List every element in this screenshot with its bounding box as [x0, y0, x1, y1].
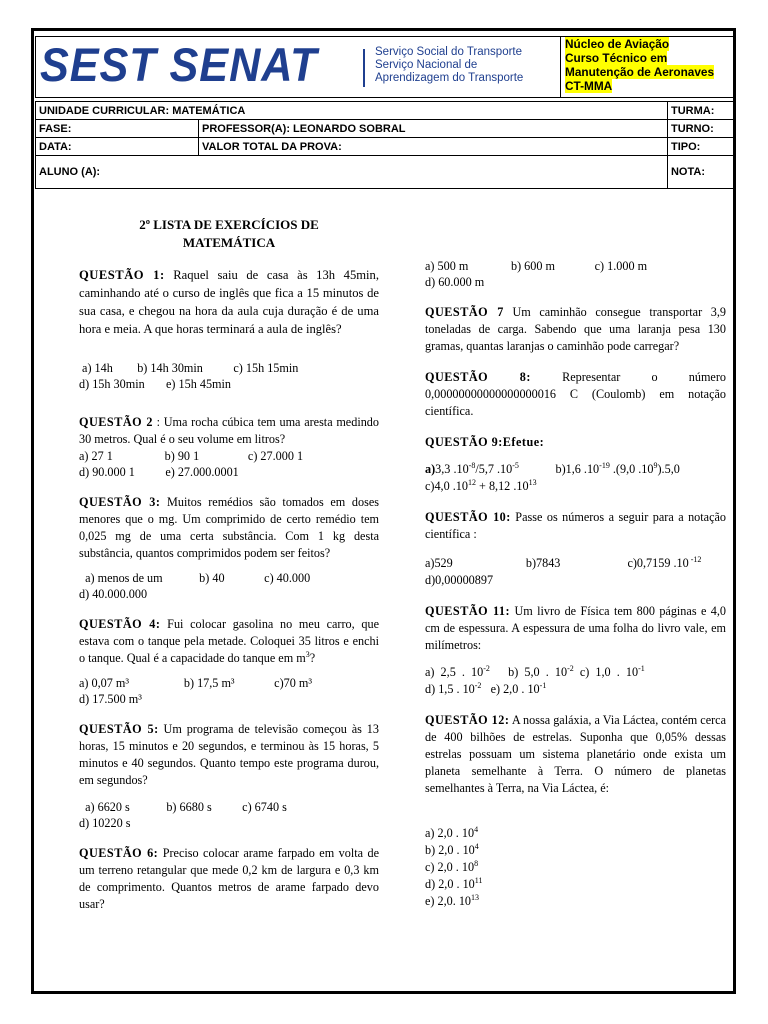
question-9-items — [425, 461, 726, 495]
data-field: DATA: — [36, 138, 199, 156]
professor-field: PROFESSOR(A): LEONARDO SOBRAL — [199, 120, 668, 138]
left-column — [79, 216, 379, 913]
logo-subtitle-line: Aprendizagem do Transporte — [375, 72, 524, 84]
superscript: 9 — [653, 460, 658, 470]
question-4 — [79, 616, 379, 667]
course-info — [560, 36, 735, 98]
superscript: 11 — [474, 875, 483, 885]
question-label: QUESTÃO 7 — [425, 305, 504, 319]
superscript: 12 — [467, 477, 476, 487]
answer-options: a) 14h b) 14h 30min c) 15h 15min d) 15h 30min e) 15h 45min — [79, 361, 299, 391]
question-text: Raquel saiu de casa às 13h 45min, caminhando até o curso de inglês que fica a 15 minutos de sua casa, e chegou na hora da aula cuja duração é de uma hora e meia. A que horas terminará a aula de inglês? — [79, 268, 379, 336]
fase-field: FASE: — [36, 120, 199, 138]
sest-senat-logo — [40, 38, 555, 93]
superscript: -12 — [688, 554, 702, 564]
question-text: Muitos remédios são tomados em doses menores que o mg. Um comprimido de certo remédio tem 0,025 mg de uma certa substância. Com 1 kg desta substância, quantos comprimidos podem ser feitos? — [79, 495, 379, 560]
question-text: Um caminhão consegue transportar 3,9 toneladas de carga. Sabendo que uma laranja pesa 130 gramas, quantas laranjas o caminhão pode carregar? — [425, 305, 726, 353]
aluno-field: ALUNO (A): — [36, 156, 668, 189]
question-text: Representar o número 0,00000000000000000016 C (Coulomb) em notação científica. — [425, 370, 726, 418]
question-5 — [79, 721, 379, 789]
question-label: QUESTÃO 3: — [79, 495, 161, 509]
expression: c)4,0 .10 — [425, 479, 468, 493]
title-line: MATEMÁTICA — [182, 235, 276, 250]
unidade-curricular-field: UNIDADE CURRICULAR: MATEMÁTICA — [36, 102, 668, 120]
question-12-options — [425, 825, 726, 910]
superscript: -1 — [638, 663, 645, 673]
option: b) 5,0 . 10 — [489, 665, 568, 679]
question-11-options — [425, 664, 726, 698]
question-label: QUESTÃO 11: — [425, 604, 511, 618]
expression: ).5,0 — [657, 462, 680, 476]
superscript: -5 — [512, 460, 519, 470]
question-label: QUESTÃO 1: — [79, 268, 165, 282]
superscript: -2 — [474, 680, 482, 690]
question-label: QUESTÃO 10: — [425, 510, 511, 524]
option: c) 2,0 . 10 — [425, 860, 475, 874]
course-line: CT-MMA — [565, 79, 613, 93]
page-title — [79, 216, 379, 252]
question-8 — [425, 369, 726, 420]
nota-field: NOTA: — [667, 156, 733, 189]
question-12 — [425, 712, 726, 797]
question-11 — [425, 603, 726, 654]
option: a) 2,5 . 10 — [425, 665, 484, 679]
item: c)0,7159 .10 — [627, 556, 689, 570]
expression: 3,3 .10 — [435, 462, 469, 476]
expression: /5,7 .10 — [475, 462, 513, 476]
logo-subtitle-line: Serviço Nacional de — [375, 59, 478, 71]
course-line: Curso Técnico em — [565, 51, 668, 65]
question-10-items — [425, 555, 726, 589]
item: b)7843 — [525, 556, 561, 570]
answer-options: a) 500 m b) 600 m c) 1.000 m d) 60.000 m — [425, 259, 648, 289]
right-column — [425, 216, 726, 910]
expression: b)1,6 .10 — [555, 462, 600, 476]
turno-field: TURNO: — [667, 120, 733, 138]
superscript: -8 — [468, 460, 476, 470]
valor-total-field: VALOR TOTAL DA PROVA: — [199, 138, 668, 156]
answer-options: a) 6620 s b) 6680 s c) 6740 s d) 10220 s — [79, 800, 287, 830]
superscript: 13 — [528, 477, 537, 487]
question-3 — [79, 494, 379, 562]
question-6 — [79, 845, 379, 913]
tipo-field: TIPO: — [667, 138, 733, 156]
student-info-table — [35, 101, 734, 189]
answer-options: a) 0,07 m³ b) 17,5 m³ c)70 m³ d) 17.500 m³ — [79, 676, 313, 706]
question-text: A nossa galáxia, a Via Láctea, contém cerca de 400 bilhões de estrelas. Suponha que 0,05% dessas estrelas possuam um sistema planetário onde exista um planeta semelhante à Terra. O número de planetas semelhantes à Terra, na Via Láctea, é: — [425, 713, 726, 795]
option: c) 1,0 . 10 — [573, 665, 639, 679]
logo-wordmark: SEST SENAT — [40, 38, 318, 91]
question-label: QUESTÃO 12: — [425, 713, 510, 727]
logo-subtitle — [375, 46, 523, 85]
logo-subtitle-line: Serviço Social do Transporte — [375, 46, 523, 58]
option: e) 2,0 . 10 — [481, 682, 540, 696]
question-2 — [79, 414, 379, 448]
question-label: QUESTÃO 9:Efetue: — [425, 435, 545, 449]
question-label: QUESTÃO 8: — [425, 370, 531, 384]
superscript: -1 — [539, 680, 547, 690]
superscript: 8 — [474, 858, 479, 868]
question-1 — [79, 266, 379, 338]
document-header — [35, 36, 734, 98]
item: d)0,00000897 — [425, 573, 494, 587]
option: e) 2,0. 10 — [425, 894, 472, 908]
superscript: -2 — [483, 663, 490, 673]
question-text: Um livro de Física tem 800 páginas e 4,0 cm de espessura. A espessura de uma folha do livro vale, em milímetros: — [425, 604, 726, 652]
option: d) 1,5 . 10 — [425, 682, 475, 696]
question-label: QUESTÃO 2 — [79, 415, 153, 429]
logo-divider — [363, 49, 365, 87]
answer-options: a) menos de um b) 40 c) 40.000 d) 40.000.000 — [79, 571, 311, 601]
question-label: QUESTÃO 4: — [79, 617, 161, 631]
expression: + 8,12 .10 — [475, 479, 529, 493]
question-text: Um programa de televisão começou às 13 horas, 15 minutos e 20 segundos, e terminou às 15 horas, 5 minutos e 40 segundos. Quanto tempo este programa durou, em segundos? — [79, 722, 379, 787]
superscript: 3 — [305, 649, 310, 659]
title-line: 2º LISTA DE EXERCÍCIOS DE — [139, 217, 319, 232]
expression: .(9,0 .10 — [609, 462, 654, 476]
question-7 — [425, 304, 726, 355]
question-9 — [425, 434, 726, 451]
option: a) 2,0 . 10 — [425, 826, 475, 840]
item: a)529 — [425, 556, 453, 570]
question-text: ? — [309, 651, 316, 665]
question-label: QUESTÃO 6: — [79, 846, 159, 860]
question-text: Passe os números a seguir para a notação científica : — [425, 510, 726, 541]
question-10 — [425, 509, 726, 543]
superscript: 4 — [474, 824, 479, 834]
superscript: 4 — [474, 841, 479, 851]
question-text: Fui colocar gasolina no meu carro, que estava com o tanque pela metade. Coloquei 35 litros e enchi o tanque. Qual é a capacidade do tanque em m — [79, 617, 379, 665]
superscript: -2 — [567, 663, 574, 673]
turma-field: TURMA: — [667, 102, 733, 120]
course-line: Manutenção de Aeronaves — [565, 65, 715, 79]
course-line: Núcleo de Aviação — [565, 37, 670, 51]
question-text: : Uma rocha cúbica tem uma aresta medindo 30 metros. Qual é o seu volume em litros? — [79, 415, 379, 446]
option: d) 2,0 . 10 — [425, 877, 475, 891]
item-label: a) — [425, 462, 436, 476]
superscript: 13 — [471, 892, 480, 902]
superscript: -19 — [599, 460, 610, 470]
question-label: QUESTÃO 5: — [79, 722, 159, 736]
option: b) 2,0 . 10 — [425, 843, 475, 857]
answer-options: a) 27 1 b) 90 1 c) 27.000 1 d) 90.000 1 e) 27.000.0001 — [79, 449, 304, 479]
question-text: Preciso colocar arame farpado em volta de um terreno retangular que mede 0,2 km de largura e 0,3 km de comprimento. Quantos metros de arame farpado devo usar? — [79, 846, 379, 911]
